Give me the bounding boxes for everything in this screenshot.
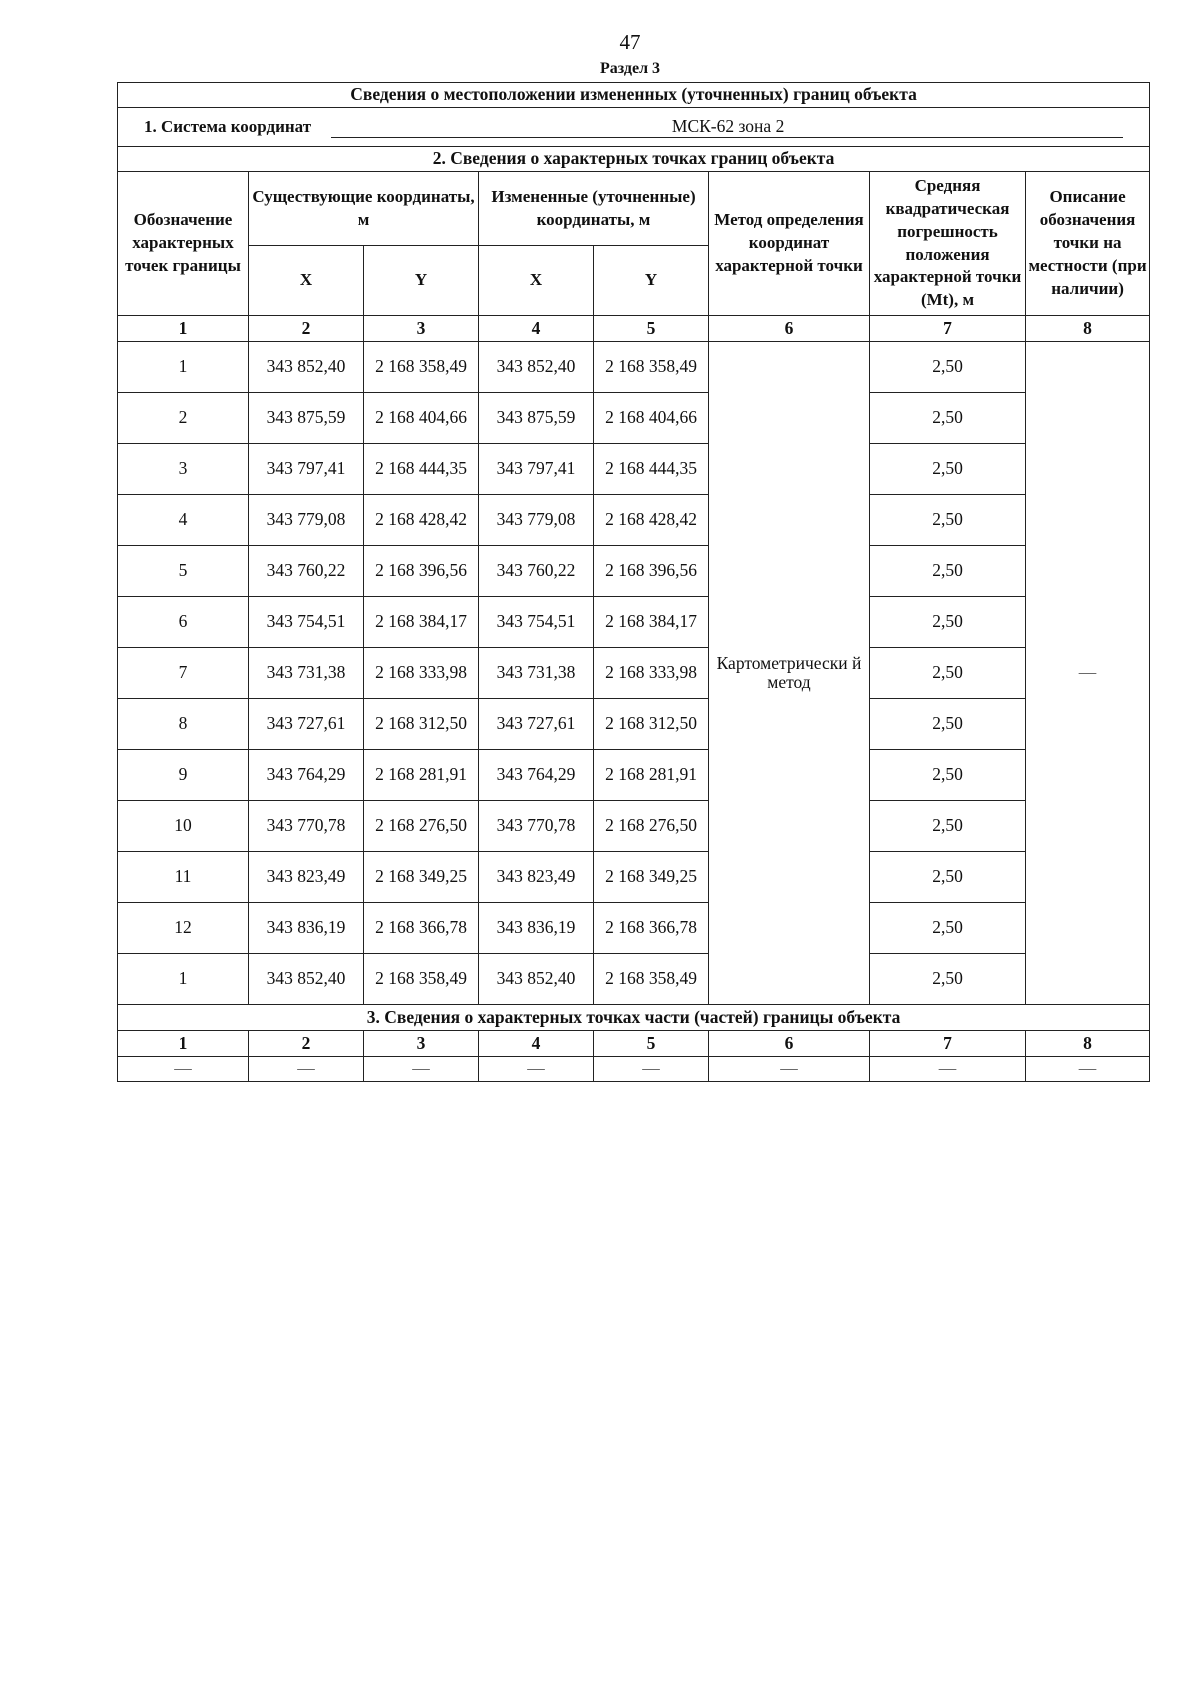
existing-y-cell: 2 168 358,49 bbox=[364, 342, 479, 393]
point-number-cell: 7 bbox=[118, 648, 249, 699]
existing-y-cell: 2 168 276,50 bbox=[364, 801, 479, 852]
existing-y-cell: 2 168 404,66 bbox=[364, 393, 479, 444]
empty-cell: — bbox=[594, 1057, 709, 1082]
table-row bbox=[118, 495, 1150, 546]
point-number-cell: 3 bbox=[118, 444, 249, 495]
existing-x-cell: 343 731,38 bbox=[249, 648, 364, 699]
empty-cell: — bbox=[479, 1057, 594, 1082]
mt-error-cell: 2,50 bbox=[870, 546, 1026, 597]
existing-y-cell: 2 168 333,98 bbox=[364, 648, 479, 699]
point-number-cell: 4 bbox=[118, 495, 249, 546]
changed-x-cell: 343 760,22 bbox=[479, 546, 594, 597]
existing-x-cell: 343 836,19 bbox=[249, 903, 364, 954]
mt-error-cell: 2,50 bbox=[870, 750, 1026, 801]
section2-title: 2. Сведения о характерных точках границ объекта bbox=[118, 147, 1150, 172]
changed-y-cell: 2 168 384,17 bbox=[594, 597, 709, 648]
existing-x-cell: 343 797,41 bbox=[249, 444, 364, 495]
header-existing-x: X bbox=[249, 246, 364, 316]
empty-cell: — bbox=[1026, 1057, 1150, 1082]
header-existing-coords: Существующие координаты, м bbox=[249, 172, 479, 246]
existing-y-cell: 2 168 428,42 bbox=[364, 495, 479, 546]
mt-error-cell: 2,50 bbox=[870, 852, 1026, 903]
mt-error-cell: 2,50 bbox=[870, 801, 1026, 852]
existing-x-cell: 343 770,78 bbox=[249, 801, 364, 852]
method-cell: Картометрически й метод bbox=[709, 342, 870, 1005]
changed-x-cell: 343 727,61 bbox=[479, 699, 594, 750]
point-number-cell: 2 bbox=[118, 393, 249, 444]
column-number: 1 bbox=[118, 1031, 249, 1057]
mt-error-cell: 2,50 bbox=[870, 699, 1026, 750]
header-changed-x: X bbox=[479, 246, 594, 316]
column-number: 8 bbox=[1026, 316, 1150, 342]
changed-y-cell: 2 168 281,91 bbox=[594, 750, 709, 801]
table-row bbox=[118, 852, 1150, 903]
column-number: 3 bbox=[364, 1031, 479, 1057]
column-number: 6 bbox=[709, 316, 870, 342]
point-number-cell: 8 bbox=[118, 699, 249, 750]
existing-y-cell: 2 168 366,78 bbox=[364, 903, 479, 954]
changed-y-cell: 2 168 349,25 bbox=[594, 852, 709, 903]
header-existing-y: Y bbox=[364, 246, 479, 316]
point-number-cell: 1 bbox=[118, 342, 249, 393]
empty-cell: — bbox=[118, 1057, 249, 1082]
boundary-table bbox=[117, 82, 1150, 1082]
table-row bbox=[118, 750, 1150, 801]
empty-cell: — bbox=[249, 1057, 364, 1082]
coordinate-system-value: МСК-62 зона 2 bbox=[331, 116, 1123, 138]
changed-y-cell: 2 168 333,98 bbox=[594, 648, 709, 699]
mt-error-cell: 2,50 bbox=[870, 342, 1026, 393]
changed-x-cell: 343 797,41 bbox=[479, 444, 594, 495]
changed-x-cell: 343 823,49 bbox=[479, 852, 594, 903]
existing-y-cell: 2 168 312,50 bbox=[364, 699, 479, 750]
existing-y-cell: 2 168 444,35 bbox=[364, 444, 479, 495]
table-row bbox=[118, 903, 1150, 954]
header-changed-y: Y bbox=[594, 246, 709, 316]
changed-y-cell: 2 168 428,42 bbox=[594, 495, 709, 546]
changed-y-cell: 2 168 444,35 bbox=[594, 444, 709, 495]
table-row bbox=[118, 699, 1150, 750]
changed-x-cell: 343 754,51 bbox=[479, 597, 594, 648]
mt-error-cell: 2,50 bbox=[870, 597, 1026, 648]
changed-y-cell: 2 168 358,49 bbox=[594, 954, 709, 1005]
mt-error-cell: 2,50 bbox=[870, 495, 1026, 546]
page-number: 47 bbox=[619, 30, 641, 54]
existing-x-cell: 343 760,22 bbox=[249, 546, 364, 597]
table-row bbox=[118, 597, 1150, 648]
changed-x-cell: 343 764,29 bbox=[479, 750, 594, 801]
existing-x-cell: 343 727,61 bbox=[249, 699, 364, 750]
changed-x-cell: 343 779,08 bbox=[479, 495, 594, 546]
existing-y-cell: 2 168 349,25 bbox=[364, 852, 479, 903]
table-row bbox=[118, 801, 1150, 852]
point-number-cell: 11 bbox=[118, 852, 249, 903]
mt-error-cell: 2,50 bbox=[870, 444, 1026, 495]
changed-x-cell: 343 852,40 bbox=[479, 954, 594, 1005]
section-title: Раздел 3 bbox=[599, 60, 661, 77]
header-changed-coords: Измененные (уточненные) координаты, м bbox=[479, 172, 709, 246]
existing-x-cell: 343 852,40 bbox=[249, 954, 364, 1005]
column-number: 5 bbox=[594, 1031, 709, 1057]
coordinate-system-row bbox=[118, 108, 1150, 147]
existing-x-cell: 343 779,08 bbox=[249, 495, 364, 546]
mt-error-cell: 2,50 bbox=[870, 648, 1026, 699]
column-number: 3 bbox=[364, 316, 479, 342]
existing-x-cell: 343 754,51 bbox=[249, 597, 364, 648]
column-number: 2 bbox=[249, 1031, 364, 1057]
existing-x-cell: 343 875,59 bbox=[249, 393, 364, 444]
existing-y-cell: 2 168 358,49 bbox=[364, 954, 479, 1005]
table-row bbox=[118, 648, 1150, 699]
mt-error-cell: 2,50 bbox=[870, 903, 1026, 954]
table-title: Сведения о местоположении измененных (уточненных) границ объекта bbox=[118, 83, 1150, 108]
existing-x-cell: 343 823,49 bbox=[249, 852, 364, 903]
section3-data-row bbox=[118, 1057, 1150, 1082]
existing-x-cell: 343 764,29 bbox=[249, 750, 364, 801]
table-row bbox=[118, 954, 1150, 1005]
existing-y-cell: 2 168 396,56 bbox=[364, 546, 479, 597]
changed-y-cell: 2 168 396,56 bbox=[594, 546, 709, 597]
header-point-designation: Обозначение характерных точек границы bbox=[118, 172, 249, 316]
column-number: 7 bbox=[870, 1031, 1026, 1057]
changed-y-cell: 2 168 358,49 bbox=[594, 342, 709, 393]
table-row bbox=[118, 546, 1150, 597]
empty-cell: — bbox=[870, 1057, 1026, 1082]
changed-y-cell: 2 168 404,66 bbox=[594, 393, 709, 444]
changed-x-cell: 343 852,40 bbox=[479, 342, 594, 393]
description-cell: — bbox=[1026, 342, 1150, 1005]
changed-y-cell: 2 168 312,50 bbox=[594, 699, 709, 750]
changed-x-cell: 343 836,19 bbox=[479, 903, 594, 954]
empty-cell: — bbox=[709, 1057, 870, 1082]
point-number-cell: 5 bbox=[118, 546, 249, 597]
table-row bbox=[118, 444, 1150, 495]
changed-x-cell: 343 731,38 bbox=[479, 648, 594, 699]
existing-y-cell: 2 168 384,17 bbox=[364, 597, 479, 648]
column-number: 4 bbox=[479, 1031, 594, 1057]
coordinate-system-label: 1. Система координат bbox=[143, 117, 312, 136]
column-number: 2 bbox=[249, 316, 364, 342]
changed-y-cell: 2 168 276,50 bbox=[594, 801, 709, 852]
section3-title: 3. Сведения о характерных точках части (частей) границы объекта bbox=[118, 1005, 1150, 1031]
header-method: Метод определения координат характерной точки bbox=[709, 172, 870, 316]
existing-x-cell: 343 852,40 bbox=[249, 342, 364, 393]
header-error: Средняя квадратическая погрешность положения характерной точки (Mt), м bbox=[870, 172, 1026, 316]
header-description: Описание обозначения точки на местности (при наличии) bbox=[1026, 172, 1150, 316]
existing-y-cell: 2 168 281,91 bbox=[364, 750, 479, 801]
point-number-cell: 6 bbox=[118, 597, 249, 648]
empty-cell: — bbox=[364, 1057, 479, 1082]
column-number: 6 bbox=[709, 1031, 870, 1057]
point-number-cell: 1 bbox=[118, 954, 249, 1005]
column-number: 4 bbox=[479, 316, 594, 342]
point-number-cell: 12 bbox=[118, 903, 249, 954]
table-row bbox=[118, 342, 1150, 393]
point-number-cell: 10 bbox=[118, 801, 249, 852]
column-number: 8 bbox=[1026, 1031, 1150, 1057]
mt-error-cell: 2,50 bbox=[870, 393, 1026, 444]
mt-error-cell: 2,50 bbox=[870, 954, 1026, 1005]
column-number: 5 bbox=[594, 316, 709, 342]
table-row bbox=[118, 393, 1150, 444]
section3-column-number-row bbox=[118, 1031, 1150, 1057]
column-number-row bbox=[118, 316, 1150, 342]
changed-x-cell: 343 770,78 bbox=[479, 801, 594, 852]
point-number-cell: 9 bbox=[118, 750, 249, 801]
changed-x-cell: 343 875,59 bbox=[479, 393, 594, 444]
column-number: 7 bbox=[870, 316, 1026, 342]
changed-y-cell: 2 168 366,78 bbox=[594, 903, 709, 954]
column-number: 1 bbox=[118, 316, 249, 342]
